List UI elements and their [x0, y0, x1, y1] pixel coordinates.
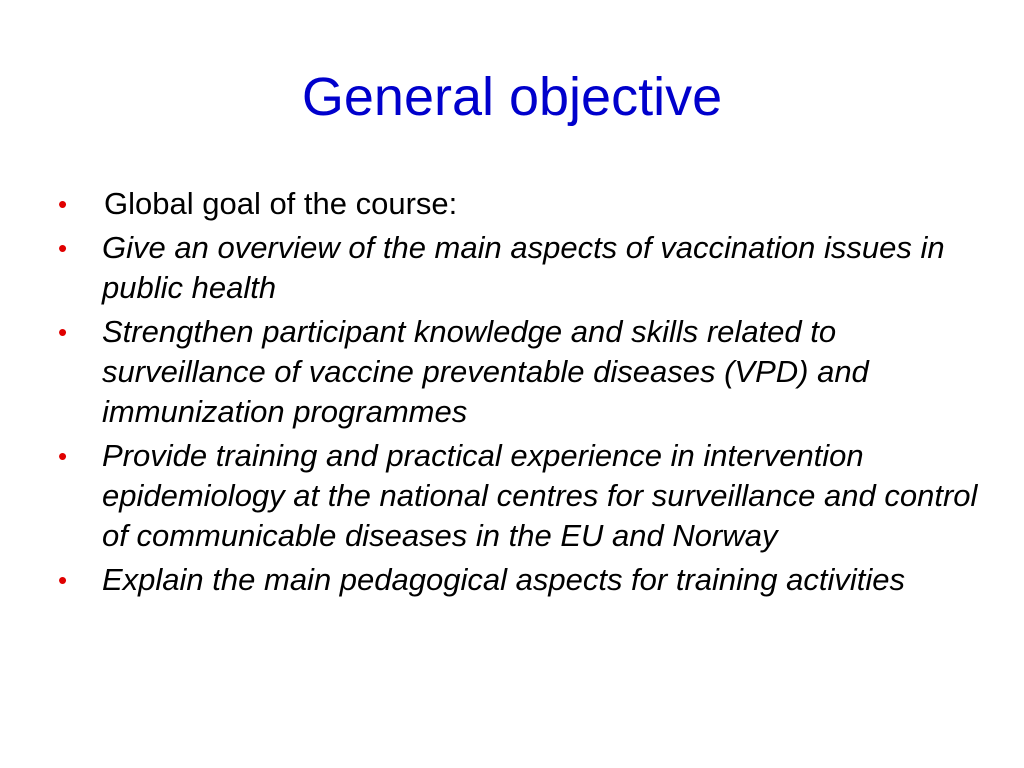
bullet-marker: •	[58, 233, 68, 263]
bullet-marker: •	[58, 441, 68, 471]
bullet-text: Give an overview of the main aspects of vaccination issues in public health	[102, 230, 945, 305]
slide-title: General objective	[301, 67, 723, 127]
bullet-item	[58, 436, 978, 556]
bullet-text: Explain the main pedagogical aspects for training activities	[102, 562, 906, 597]
bullet-marker: •	[58, 317, 68, 347]
bullet-text: Strengthen participant knowledge and skills related to surveillance of vaccine preventable diseases (VPD) and immunization programmes	[102, 314, 869, 429]
bullet-item	[58, 184, 978, 224]
bullet-item	[58, 228, 978, 308]
bullet-text: Provide training and practical experience in intervention epidemiology at the national centres for surveillance and control of communicable diseases in the EU and Norway	[102, 438, 978, 553]
bullet-marker: •	[58, 189, 68, 219]
bullet-text: Global goal of the course:	[104, 186, 458, 221]
bullet-item	[58, 312, 978, 432]
bullet-marker: •	[58, 565, 68, 595]
bullet-item	[58, 560, 978, 600]
bullet-list	[58, 184, 978, 604]
